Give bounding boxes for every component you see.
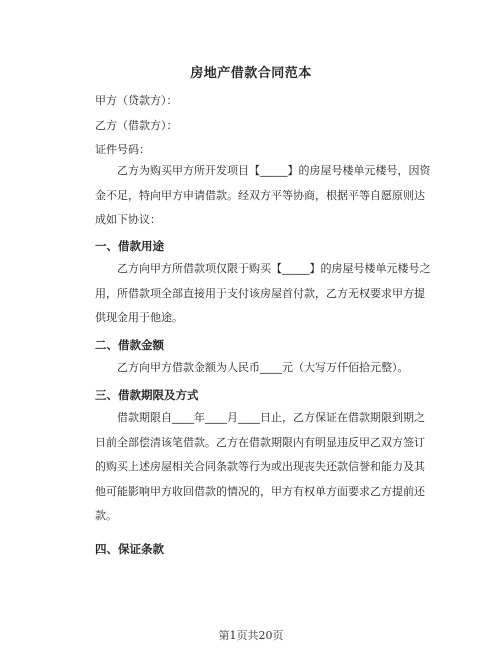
party-b-line: 乙方（借款方）： (95, 119, 178, 132)
intro-paragraph (95, 159, 431, 233)
paragraph-line: 金不足，特向甲方申请借款。经双方平等协商，根据平等自愿原则达 (95, 188, 425, 202)
section-purpose-paragraph (95, 257, 431, 331)
paragraph-line: 乙方向甲方借款金额为人民币____元（大写万仟佰拾元整）。 (117, 361, 409, 374)
party-a-line: 甲方（贷款方）： (95, 94, 178, 107)
section-term-paragraph (95, 406, 425, 529)
paragraph-line: 供现金用于他途。 (95, 311, 183, 324)
paragraph-line: 的购买上述房屋相关合同条款等行为或出现丧失还款信誉和能力及其 (95, 460, 425, 473)
paragraph-line: 乙方为购买甲方所开发项目【_____】的房屋号楼单元楼号，因资 (117, 164, 431, 177)
paragraph-line: 成如下协议： (95, 213, 161, 226)
section-amount-paragraph (95, 356, 425, 381)
section-heading-guarantee: 四、保证条款 (95, 542, 164, 556)
section-heading-term: 三、借款期限及方式 (95, 388, 199, 402)
paragraph-line: 用，所借款项全部直接用于支付该房屋首付款，乙方无权要求甲方提 (95, 286, 425, 300)
paragraph-line: 日前全部偿清该笔借款。乙方在借款期限内有明显违反甲乙双方签订 (95, 435, 425, 449)
paragraph-line: 款。 (95, 509, 117, 522)
paragraph-line: 他可能影响甲方收回借款的情况的，甲方有权单方面要求乙方提前还 (95, 484, 425, 498)
section-heading-amount: 二、借款金额 (95, 338, 164, 352)
paragraph-line: 乙方向甲方所借款项仅限于购买【_____】的房屋号楼单元楼号之 (117, 262, 431, 275)
id-number-line: 证件号码： (95, 143, 150, 156)
page-footer: 第1页共20页 (218, 629, 284, 642)
section-heading-purpose: 一、借款用途 (95, 239, 164, 253)
paragraph-line: 借款期限自____年____月____日止，乙方保证在借款期限到期之 (117, 411, 425, 424)
document-title: 房地产借款合同范本 (190, 66, 312, 81)
